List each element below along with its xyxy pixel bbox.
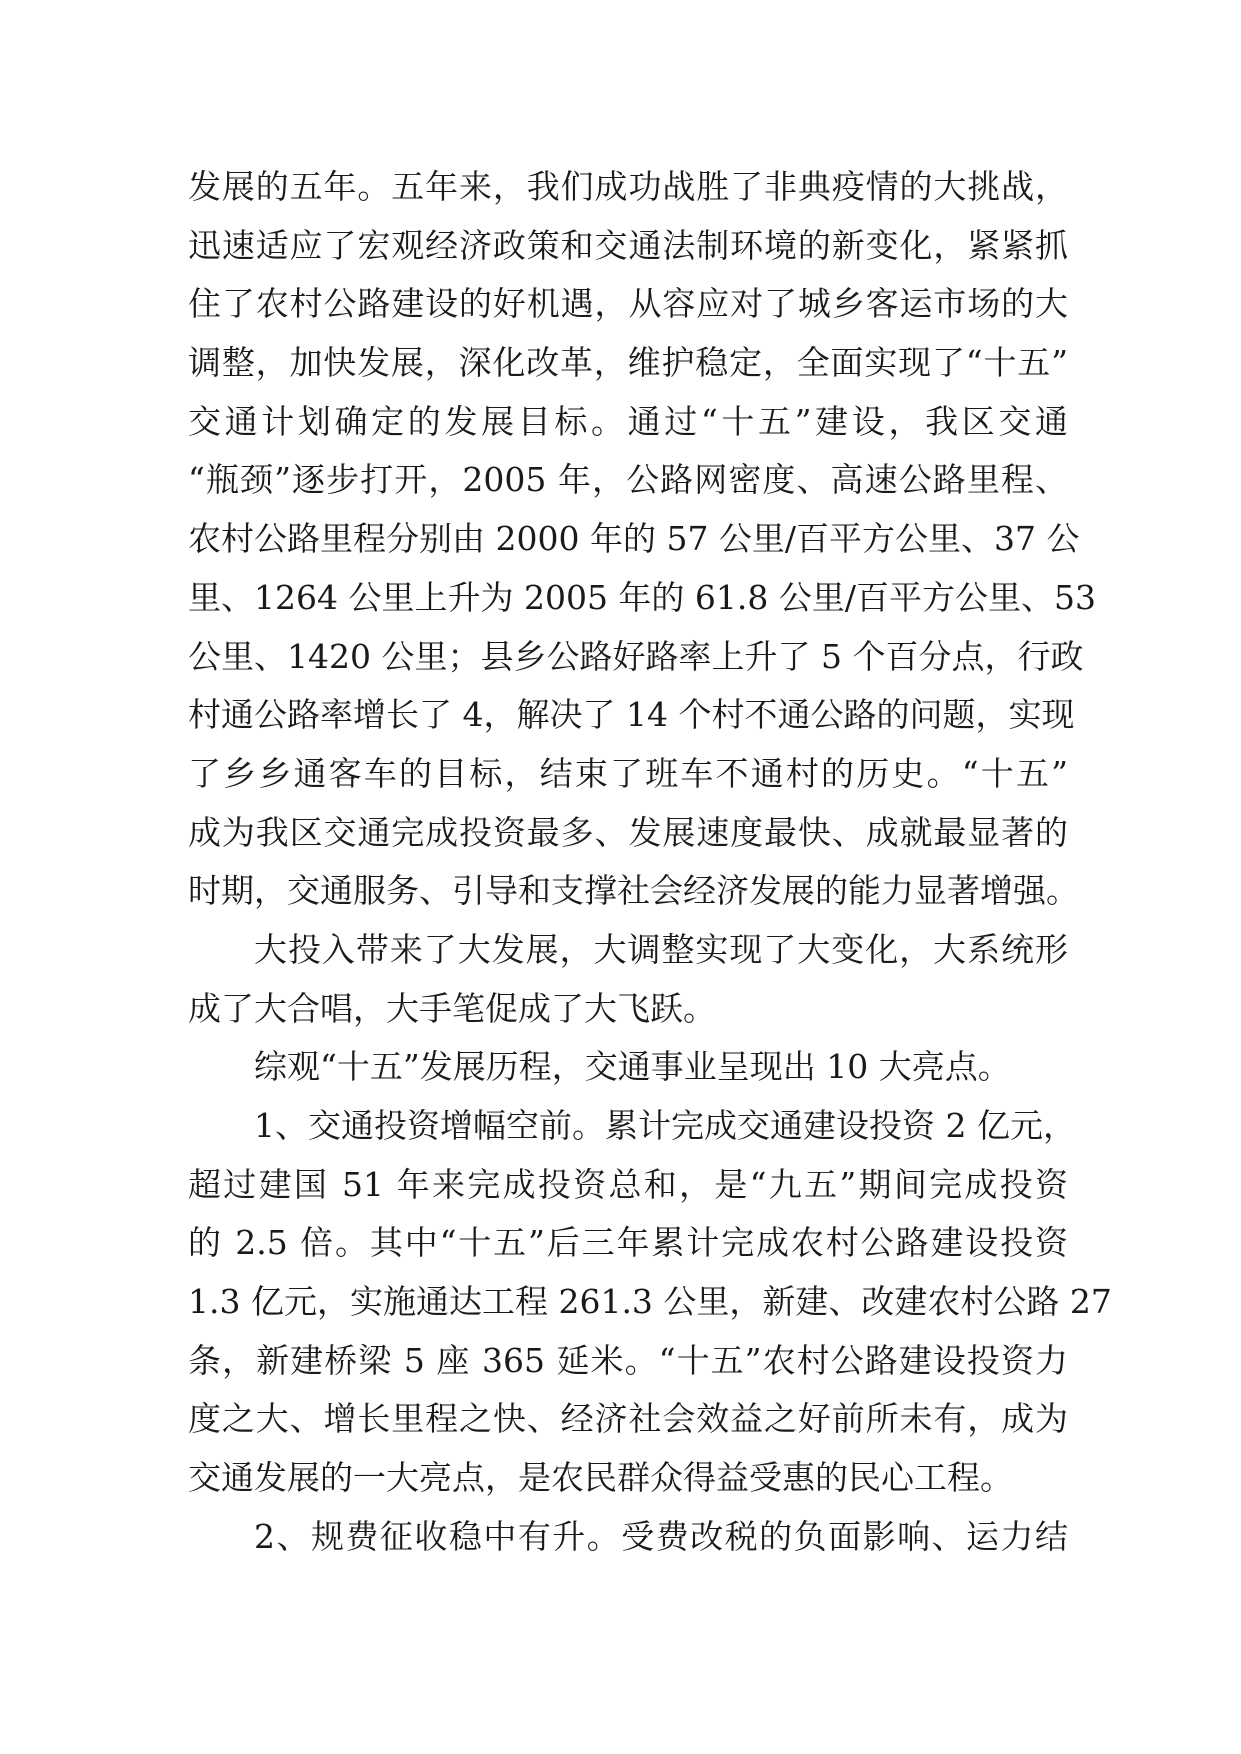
text-line: 大投入带来了大发展，大调整实现了大变化，大系统形 [254,929,1068,969]
text-line: 条，新建桥梁 5 座 365 延米。“十五”农村公路建设投资力 [188,1340,1068,1380]
text-line: 成为我区交通完成投资最多、发展速度最快、成就最显著的 [188,812,1068,852]
text-line: 综观“十五”发展历程，交通事业呈现出 10 大亮点。 [254,1047,1011,1087]
text-line: 迅速适应了宏观经济政策和交通法制环境的新变化，紧紧抓 [188,225,1068,265]
text-line: 交通计划确定的发展目标。通过“十五”建设，我区交通 [188,401,1068,441]
text-line: 住了农村公路建设的好机遇，从容应对了城乡客运市场的大 [188,284,1068,324]
text-line: 里、1264 公里上升为 2005 年的 61.8 公里/百平方公里、53 [188,577,1096,617]
text-line: 成了大合唱，大手笔促成了大飞跃。 [188,988,716,1028]
text-line: 调整，加快发展，深化改革，维护稳定，全面实现了“十五” [188,343,1068,383]
text-line: 度之大、增长里程之快、经济社会效益之好前所未有，成为 [188,1399,1068,1439]
text-line: 村通公路率增长了 4，解决了 14 个村不通公路的问题，实现 [188,695,1075,735]
text-line: 农村公路里程分别由 2000 年的 57 公里/百平方公里、37 公 [188,519,1080,559]
text-line: 2、规费征收稳中有升。受费改税的负面影响、运力结 [254,1516,1068,1556]
text-line: 了乡乡通客车的目标，结束了班车不通村的历史。“十五” [188,753,1068,793]
text-line: 的 2.5 倍。其中“十五”后三年累计完成农村公路建设投资 [188,1223,1068,1263]
text-line: 时期，交通服务、引导和支撑社会经济发展的能力显著增强。 [188,871,1079,911]
text-line: 1.3 亿元，实施通达工程 261.3 公里，新建、改建农村公路 27 [188,1282,1112,1322]
text-line: 交通发展的一大亮点，是农民群众得益受惠的民心工程。 [188,1458,1013,1498]
text-line: “瓶颈”逐步打开，2005 年，公路网密度、高速公路里程、 [188,460,1068,500]
body-text [188,158,1112,1567]
text-line: 公里、1420 公里；县乡公路好路率上升了 5 个百分点，行政 [188,636,1084,676]
text-line: 1、交通投资增幅空前。累计完成交通建设投资 2 亿元， [254,1106,1076,1145]
text-line: 发展的五年。五年来，我们成功战胜了非典疫情的大挑战， [188,167,1068,206]
text-line: 超过建国 51 年来完成投资总和，是“九五”期间完成投资 [188,1164,1068,1204]
